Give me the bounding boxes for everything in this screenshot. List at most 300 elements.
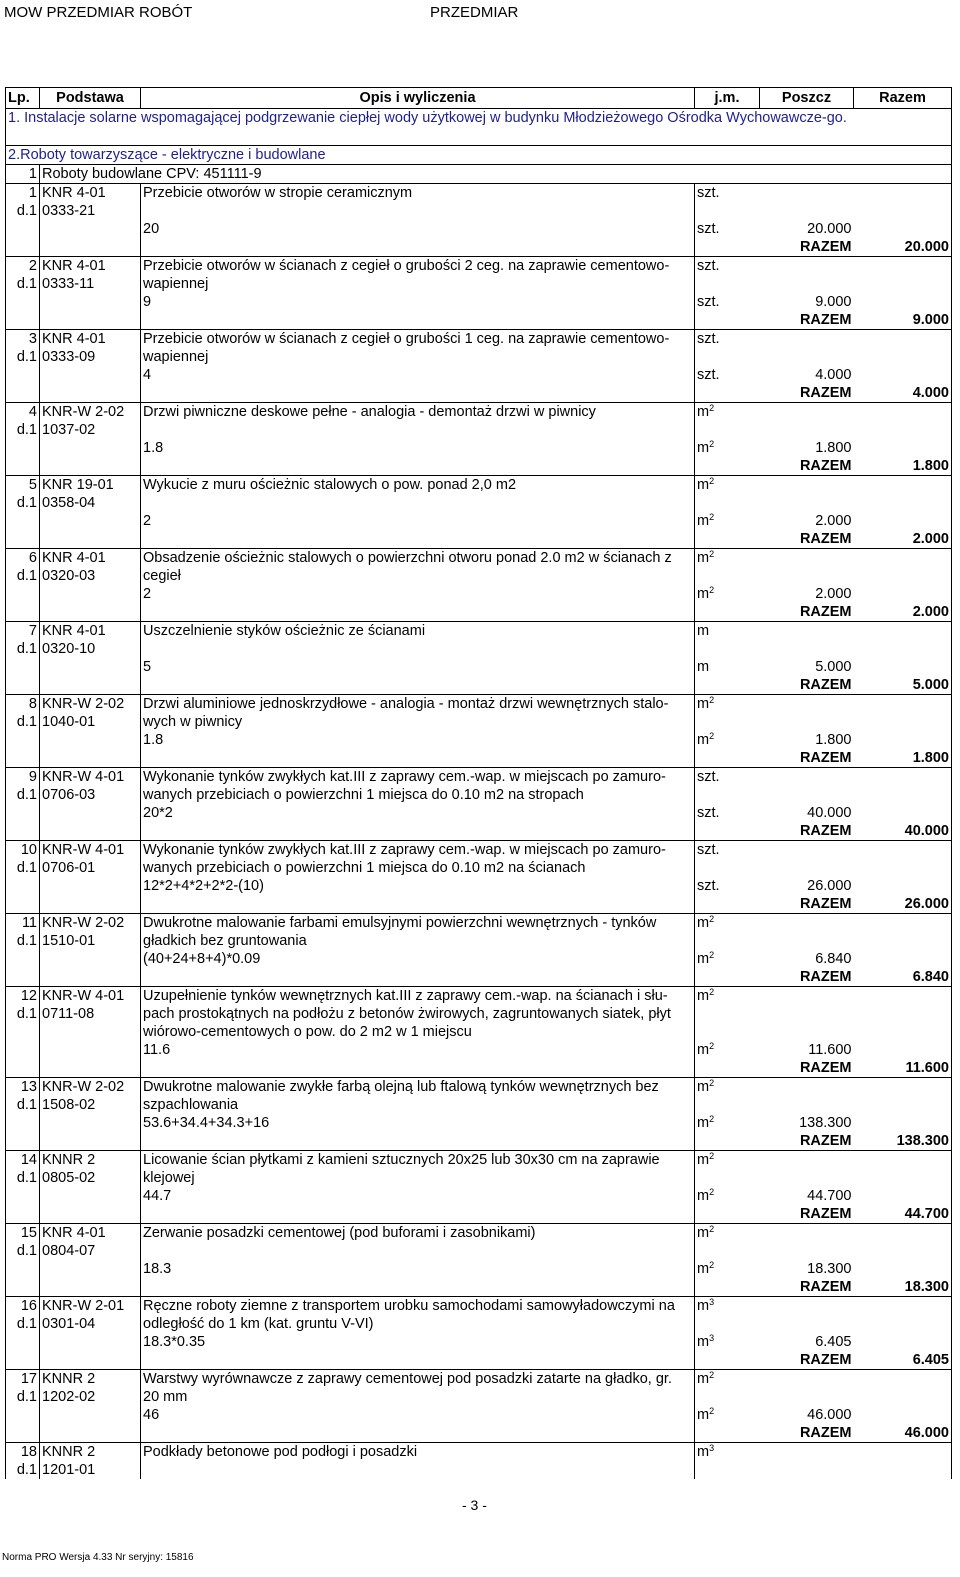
item-description: Warstwy wyrównawcze z zaprawy cementowej pod posadzki zatarte na gładko, gr. <box>141 1370 695 1389</box>
item-basis-code: KNR-W 4-01 <box>40 841 141 860</box>
empty-cell <box>141 1059 695 1078</box>
total-label: RAZEM <box>695 1424 854 1443</box>
item-calculation: 18.3 <box>141 1260 695 1278</box>
item-number: 12 <box>6 987 40 1006</box>
empty-cell <box>854 1005 952 1023</box>
item-description: Uzupełnienie tynków wewnętrznych kat.III z zaprawy cem.-wap. na ścianach i słu- <box>141 987 695 1006</box>
empty-cell <box>40 311 141 330</box>
item-partial: 6.405 <box>815 1334 852 1350</box>
item-number: 8 <box>6 695 40 714</box>
empty-cell <box>854 585 952 603</box>
item-partial: 2.000 <box>815 513 852 529</box>
empty-cell <box>40 220 141 238</box>
empty-cell <box>40 1187 141 1205</box>
item-basis-code: KNR-W 2-02 <box>40 695 141 714</box>
item-sub: d.1 <box>6 202 40 220</box>
item-calculation: 20 <box>141 220 695 238</box>
empty-cell <box>6 1333 40 1351</box>
empty-cell <box>695 202 760 220</box>
item-description: wapiennej <box>141 275 695 293</box>
item-description <box>141 202 695 220</box>
item-total: 20.000 <box>854 238 952 257</box>
empty-cell <box>854 1224 952 1243</box>
empty-cell <box>854 348 952 366</box>
empty-cell <box>854 932 952 950</box>
col-poszcz: Poszcz <box>760 88 854 109</box>
empty-cell <box>6 311 40 330</box>
item-total: 1.800 <box>854 457 952 476</box>
calculation-row <box>6 1187 952 1205</box>
item-unit: $m^2$ <box>695 549 760 568</box>
empty-cell <box>40 1132 141 1151</box>
item-total: 9.000 <box>854 311 952 330</box>
empty-cell <box>6 749 40 768</box>
empty-cell <box>760 859 854 877</box>
item-partial: 18.300 <box>807 1261 852 1277</box>
total-row <box>6 311 952 330</box>
table-row <box>6 421 952 439</box>
item-calculation: 46 <box>141 1406 695 1424</box>
item-description: Obsadzenie ościeżnic stalowych o powierzchni otworu ponad 2.0 m2 w ścianach z <box>141 549 695 568</box>
table-row <box>6 1388 952 1406</box>
empty-cell <box>854 1370 952 1389</box>
table-row <box>6 914 952 933</box>
empty-cell <box>6 220 40 238</box>
calculation-row <box>6 512 952 530</box>
empty-cell <box>40 585 141 603</box>
total-row <box>6 822 952 841</box>
empty-cell <box>854 1406 952 1424</box>
empty-cell <box>760 640 854 658</box>
empty-cell <box>40 968 141 987</box>
item-description: klejowej <box>141 1169 695 1187</box>
empty-cell <box>854 950 952 968</box>
calculation-unit: $m^2$ <box>697 439 715 456</box>
empty-cell <box>6 731 40 749</box>
total-row <box>6 1424 952 1443</box>
empty-cell <box>760 421 854 439</box>
item-basis-number: 0706-03 <box>40 786 141 804</box>
empty-cell <box>854 786 952 804</box>
total-label: RAZEM <box>695 676 854 695</box>
empty-cell <box>6 1424 40 1443</box>
item-basis-number: 1040-01 <box>40 713 141 731</box>
total-label: RAZEM <box>695 749 854 768</box>
item-partial: 26.000 <box>807 878 852 894</box>
empty-cell <box>40 822 141 841</box>
empty-cell <box>760 1370 854 1389</box>
item-calculation: 1.8 <box>141 439 695 457</box>
empty-cell <box>6 439 40 457</box>
item-sub: d.1 <box>6 348 40 366</box>
col-razem: Razem <box>854 88 952 109</box>
item-number: 1 <box>6 184 40 203</box>
item-description: wanych przebiciach o powierzchni 1 miejsca do 0.10 m2 na stropach <box>141 786 695 804</box>
empty-cell <box>854 1242 952 1260</box>
total-row <box>6 749 952 768</box>
empty-cell <box>40 877 141 895</box>
empty-cell <box>6 658 40 676</box>
item-total: 5.000 <box>854 676 952 695</box>
item-partial: 138.300 <box>799 1115 852 1131</box>
item-basis-code: KNR 19-01 <box>40 476 141 495</box>
col-jm: j.m. <box>695 88 760 109</box>
total-label: RAZEM <box>695 384 854 403</box>
empty-cell <box>760 1297 854 1316</box>
empty-cell <box>141 822 695 841</box>
empty-cell <box>760 1224 854 1243</box>
header-doc-type: PRZEDMIAR <box>430 4 519 21</box>
item-total: 11.600 <box>854 1059 952 1078</box>
item-basis-number <box>40 1023 141 1041</box>
empty-cell <box>760 1388 854 1406</box>
empty-cell <box>760 476 854 495</box>
item-calculation: 9 <box>141 293 695 311</box>
empty-cell <box>695 786 760 804</box>
empty-cell <box>854 658 952 676</box>
item-sub: d.1 <box>6 1096 40 1114</box>
item-total: 46.000 <box>854 1424 952 1443</box>
empty-cell <box>854 1315 952 1333</box>
calculation-row <box>6 1406 952 1424</box>
item-description <box>141 1461 695 1479</box>
item-basis-code: KNR-W 2-01 <box>40 1297 141 1316</box>
empty-cell <box>854 731 952 749</box>
item-unit: $m^2$ <box>695 403 760 422</box>
table-row <box>6 695 952 714</box>
empty-cell <box>760 914 854 933</box>
item-basis-number: 0706-01 <box>40 859 141 877</box>
table-row <box>6 275 952 293</box>
table-row <box>6 859 952 877</box>
total-label: RAZEM <box>695 895 854 914</box>
empty-cell <box>695 932 760 950</box>
table-row <box>6 768 952 787</box>
item-number: 3 <box>6 330 40 349</box>
item-partial: 46.000 <box>807 1407 852 1423</box>
total-label: RAZEM <box>695 603 854 622</box>
item-sub: d.1 <box>6 1388 40 1406</box>
empty-cell <box>6 1278 40 1297</box>
empty-cell <box>760 713 854 731</box>
item-description: Dwukrotne malowanie zwykłe farbą olejną lub ftalową tynków wewnętrznych bez <box>141 1078 695 1097</box>
item-sub: d.1 <box>6 713 40 731</box>
item-description: odległość do 1 km (kat. gruntu V-VI) <box>141 1315 695 1333</box>
calculation-unit: szt. <box>697 221 720 237</box>
total-label: RAZEM <box>695 1059 854 1078</box>
empty-cell <box>760 622 854 641</box>
item-basis-code: KNR-W 4-01 <box>40 768 141 787</box>
empty-cell <box>6 366 40 384</box>
empty-cell <box>6 895 40 914</box>
empty-cell <box>40 676 141 695</box>
item-unit: $m^2$ <box>695 1370 760 1389</box>
total-label: RAZEM <box>695 968 854 987</box>
calculation-unit: szt. <box>697 805 720 821</box>
empty-cell <box>854 403 952 422</box>
table-row <box>6 1005 952 1023</box>
empty-cell <box>854 859 952 877</box>
empty-cell <box>695 859 760 877</box>
item-total: 40.000 <box>854 822 952 841</box>
item-unit: $m^2$ <box>695 695 760 714</box>
table-row <box>6 786 952 804</box>
empty-cell <box>760 549 854 568</box>
table-row <box>6 1315 952 1333</box>
calculation-unit: $m^2$ <box>697 512 715 529</box>
item-number: 4 <box>6 403 40 422</box>
empty-cell <box>40 895 141 914</box>
empty-cell <box>40 293 141 311</box>
item-description: Dwukrotne malowanie farbami emulsyjnymi powierzchni wewnętrznych - tynków <box>141 914 695 933</box>
calculation-row <box>6 877 952 895</box>
empty-cell <box>760 403 854 422</box>
table-row <box>6 1224 952 1243</box>
item-sub: d.1 <box>6 1005 40 1023</box>
item-calculation: 1.8 <box>141 731 695 749</box>
item-unit: $m^2$ <box>695 1224 760 1243</box>
calculation-unit: $m^3$ <box>697 1333 715 1350</box>
empty-cell <box>40 1406 141 1424</box>
empty-cell <box>141 238 695 257</box>
empty-cell <box>854 1151 952 1170</box>
empty-cell <box>760 257 854 276</box>
calculation-row <box>6 366 952 384</box>
item-basis-number: 0301-04 <box>40 1315 141 1333</box>
empty-cell <box>760 184 854 203</box>
empty-cell <box>141 749 695 768</box>
calculation-row <box>6 439 952 457</box>
item-description: cegieł <box>141 567 695 585</box>
item-basis-code: KNR 4-01 <box>40 1224 141 1243</box>
item-description: Wykonanie tynków zwykłych kat.III z zaprawy cem.-wap. w miejscach po zamuro- <box>141 841 695 860</box>
item-number: 9 <box>6 768 40 787</box>
item-calculation: 20*2 <box>141 804 695 822</box>
item-basis-code: KNR-W 2-02 <box>40 1078 141 1097</box>
empty-cell <box>854 275 952 293</box>
table-row <box>6 622 952 641</box>
empty-cell <box>695 1388 760 1406</box>
empty-cell <box>854 713 952 731</box>
empty-cell <box>854 1461 952 1479</box>
calculation-unit: szt. <box>697 367 720 383</box>
empty-cell <box>760 1242 854 1260</box>
empty-cell <box>6 384 40 403</box>
item-total: 2.000 <box>854 530 952 549</box>
table-row <box>6 1297 952 1316</box>
total-label: RAZEM <box>695 822 854 841</box>
total-row <box>6 457 952 476</box>
empty-cell <box>40 238 141 257</box>
empty-cell <box>141 1424 695 1443</box>
item-number: 5 <box>6 476 40 495</box>
total-label: RAZEM <box>695 311 854 330</box>
empty-cell <box>854 1041 952 1059</box>
empty-cell <box>6 822 40 841</box>
item-number: 11 <box>6 914 40 933</box>
item-partial: 2.000 <box>815 586 852 602</box>
table-row <box>6 1242 952 1260</box>
item-unit: szt. <box>695 330 760 349</box>
empty-cell <box>854 512 952 530</box>
item-partial: 1.800 <box>815 732 852 748</box>
empty-cell <box>760 1151 854 1170</box>
empty-cell <box>141 1205 695 1224</box>
empty-cell <box>695 275 760 293</box>
empty-cell <box>854 1096 952 1114</box>
item-sub: d.1 <box>6 494 40 512</box>
section-title-1: 1. Instalacje solarne wspomagającej podgrzewanie ciepłej wody użytkowej w budynku Młodzieżowego Ośrodka Wychowawcze-go. <box>6 109 952 146</box>
empty-cell <box>6 1187 40 1205</box>
item-description <box>141 494 695 512</box>
total-label: RAZEM <box>695 1205 854 1224</box>
empty-cell <box>854 804 952 822</box>
empty-cell <box>760 348 854 366</box>
empty-cell <box>40 1333 141 1351</box>
empty-cell <box>760 1005 854 1023</box>
total-label: RAZEM <box>695 457 854 476</box>
item-description: Podkłady betonowe pod podłogi i posadzki <box>141 1443 695 1462</box>
item-sub: d.1 <box>6 1461 40 1479</box>
item-calculation: 53.6+34.4+34.3+16 <box>141 1114 695 1132</box>
item-description: Zerwanie posadzki cementowej (pod buforami i zasobnikami) <box>141 1224 695 1243</box>
item-basis-code: KNNR 2 <box>40 1443 141 1462</box>
table-row <box>6 549 952 568</box>
item-description <box>141 640 695 658</box>
empty-cell <box>854 1187 952 1205</box>
table-row <box>6 713 952 731</box>
empty-cell <box>6 1205 40 1224</box>
empty-cell <box>141 603 695 622</box>
empty-cell <box>695 1169 760 1187</box>
empty-cell <box>6 1351 40 1370</box>
empty-cell <box>40 603 141 622</box>
empty-cell <box>6 585 40 603</box>
table-row <box>6 987 952 1006</box>
item-basis-number: 1510-01 <box>40 932 141 950</box>
item-description: Drzwi aluminiowe jednoskrzydłowe - analogia - montaż drzwi wewnętrznych stalo- <box>141 695 695 714</box>
empty-cell <box>40 1114 141 1132</box>
total-label: RAZEM <box>695 1132 854 1151</box>
total-row <box>6 1059 952 1078</box>
empty-cell <box>40 457 141 476</box>
empty-cell <box>854 987 952 1006</box>
item-calculation: (40+24+8+4)*0.09 <box>141 950 695 968</box>
item-unit: $m^2$ <box>695 987 760 1006</box>
item-description: wiórowo-cementowych o pow. do 2 m2 w 1 miejscu <box>141 1023 695 1041</box>
empty-cell <box>141 968 695 987</box>
item-description: pach prostokątnych na podłożu z betonów żwirowych, zagruntowanych siatek, płyt <box>141 1005 695 1023</box>
empty-cell <box>695 1005 760 1023</box>
item-basis-number: 0333-21 <box>40 202 141 220</box>
empty-cell <box>854 1297 952 1316</box>
item-description: 20 mm <box>141 1388 695 1406</box>
header-title: MOW PRZEDMIAR ROBÓT <box>4 4 193 21</box>
calculation-unit: $m^2$ <box>697 1260 715 1277</box>
empty-cell <box>141 895 695 914</box>
table-row <box>6 476 952 495</box>
item-partial: 20.000 <box>807 221 852 237</box>
item-number: 7 <box>6 622 40 641</box>
empty-cell <box>141 311 695 330</box>
section-title-2: 2.Roboty towarzyszące - elektryczne i budowlane <box>6 146 952 165</box>
total-row <box>6 1351 952 1370</box>
item-sub: d.1 <box>6 859 40 877</box>
total-label: RAZEM <box>695 238 854 257</box>
item-sub: d.1 <box>6 1242 40 1260</box>
calculation-row <box>6 1260 952 1278</box>
item-sub <box>6 1023 40 1041</box>
empty-cell <box>141 1351 695 1370</box>
empty-cell <box>40 749 141 768</box>
item-description: wanych przebiciach o powierzchni 1 miejsca do 0.10 m2 na ścianach <box>141 859 695 877</box>
empty-cell <box>760 567 854 585</box>
item-number: 6 <box>6 549 40 568</box>
table-row <box>6 403 952 422</box>
empty-cell <box>695 1023 760 1041</box>
empty-cell <box>854 184 952 203</box>
item-total: 6.405 <box>854 1351 952 1370</box>
empty-cell <box>6 1260 40 1278</box>
table-row <box>6 932 952 950</box>
empty-cell <box>141 457 695 476</box>
empty-cell <box>760 932 854 950</box>
total-row <box>6 895 952 914</box>
item-partial: 44.700 <box>807 1188 852 1204</box>
calculation-unit: szt. <box>697 878 720 894</box>
empty-cell <box>854 877 952 895</box>
empty-cell <box>695 640 760 658</box>
item-basis-code: KNR 4-01 <box>40 184 141 203</box>
empty-cell <box>6 968 40 987</box>
item-calculation: 2 <box>141 512 695 530</box>
empty-cell <box>760 202 854 220</box>
item-description: Drzwi piwniczne deskowe pełne - analogia - demontaż drzwi w piwnicy <box>141 403 695 422</box>
item-number: 10 <box>6 841 40 860</box>
item-unit: $m^2$ <box>695 1151 760 1170</box>
table-row <box>6 1151 952 1170</box>
item-sub: d.1 <box>6 421 40 439</box>
empty-cell <box>760 1078 854 1097</box>
calculation-unit: $m^2$ <box>697 585 715 602</box>
item-basis-number: 0358-04 <box>40 494 141 512</box>
table-header <box>6 88 952 109</box>
empty-cell <box>854 1114 952 1132</box>
item-total: 44.700 <box>854 1205 952 1224</box>
page-number: - 3 - <box>462 1497 487 1513</box>
empty-cell <box>854 1023 952 1041</box>
table-row <box>6 184 952 203</box>
empty-cell <box>6 293 40 311</box>
item-sub: d.1 <box>6 932 40 950</box>
item-number: 16 <box>6 1297 40 1316</box>
total-row <box>6 1278 952 1297</box>
item-total: 26.000 <box>854 895 952 914</box>
empty-cell <box>40 950 141 968</box>
item-number: 17 <box>6 1370 40 1389</box>
empty-cell <box>6 457 40 476</box>
empty-cell <box>695 1461 760 1479</box>
empty-cell <box>6 1132 40 1151</box>
table-row <box>6 567 952 585</box>
table-row <box>6 494 952 512</box>
empty-cell <box>854 695 952 714</box>
empty-cell <box>695 494 760 512</box>
item-sub: d.1 <box>6 567 40 585</box>
table-row <box>6 1169 952 1187</box>
empty-cell <box>760 330 854 349</box>
item-basis-number: 0804-07 <box>40 1242 141 1260</box>
